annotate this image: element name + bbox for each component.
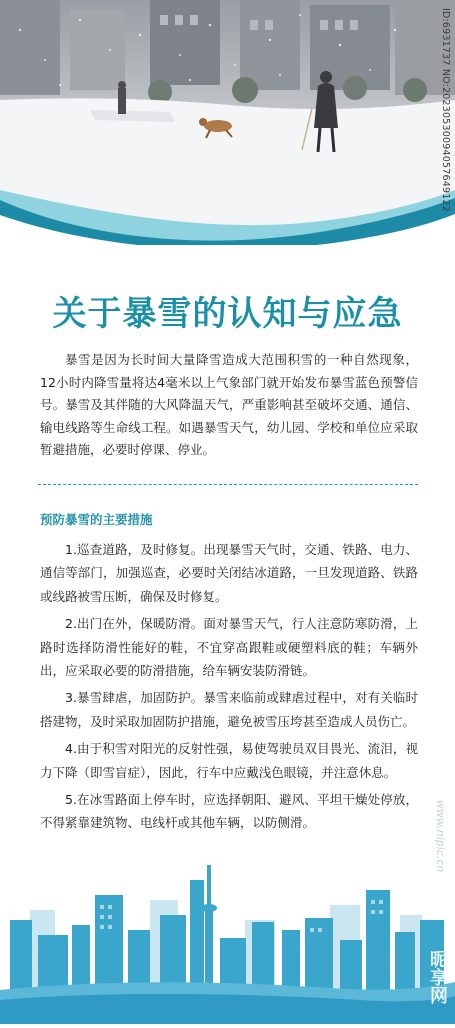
page-title: 关于暴雪的认知与应急	[52, 294, 403, 334]
site-url-watermark: www.nipic.cn	[434, 800, 447, 873]
measures-list	[40, 538, 418, 839]
snow-scene-banner	[0, 0, 455, 245]
site-name-watermark: 昵享网	[427, 950, 448, 1004]
measure-item: 5.在冰雪路面上停车时，应选择朝阳、避风、平坦干燥处停放，不得紧靠建筑物、电线杆或其他车辆，以防侧滑。	[40, 792, 418, 831]
section-heading: 预防暴雪的主要措施	[40, 512, 153, 527]
image-id-watermark: ID:6931737 NO:20230530094057649122	[440, 8, 451, 212]
city-skyline-graphic	[0, 860, 455, 1024]
measure-item: 3.暴雪肆虐，加固防护。暴雪来临前或肆虐过程中，对有关临时搭建物，及时采取加固防护措施，避免被雪压垮甚至造成人员伤亡。	[40, 690, 418, 729]
measure-item: 4.由于积雪对阳光的反射性强，易使驾驶员双目畏光、流泪，视力下降（即雪盲症），因此，行车中应戴浅色眼镜，并注意休息。	[40, 741, 418, 780]
measure-item: 2.出门在外，保暖防滑。面对暴雪天气，行人注意防寒防滑，上路时选择防滑性能好的鞋，不宜穿高跟鞋或硬塑料底的鞋；车辆外出，应采取必要的防滑措施，给车辆安装防滑链。	[40, 616, 418, 679]
intro-paragraph: 暴雪是因为长时间大量降雪造成大范围积雪的一种自然现象，12小时内降雪量将达4毫米以上气象部门就开始发布暴雪蓝色预警信号。暴雪及其伴随的大风降温天气，严重影响甚至破坏交通、通信、输电线路等生命线工程。如遇暴雪天气，幼儿园、学校和单位应采取暂避措施，必要时停课、停业。	[40, 352, 418, 458]
city-skyline	[0, 860, 455, 1024]
snow-scene-image	[0, 0, 455, 245]
measure-item: 1.巡查道路，及时修复。出现暴雪天气时，交通、铁路、电力、通信等部门，加强巡查，必要时关闭结冰道路，一旦发现道路、铁路或线路被雪压断，确保及时修复。	[40, 542, 418, 604]
dashed-divider	[38, 484, 418, 485]
